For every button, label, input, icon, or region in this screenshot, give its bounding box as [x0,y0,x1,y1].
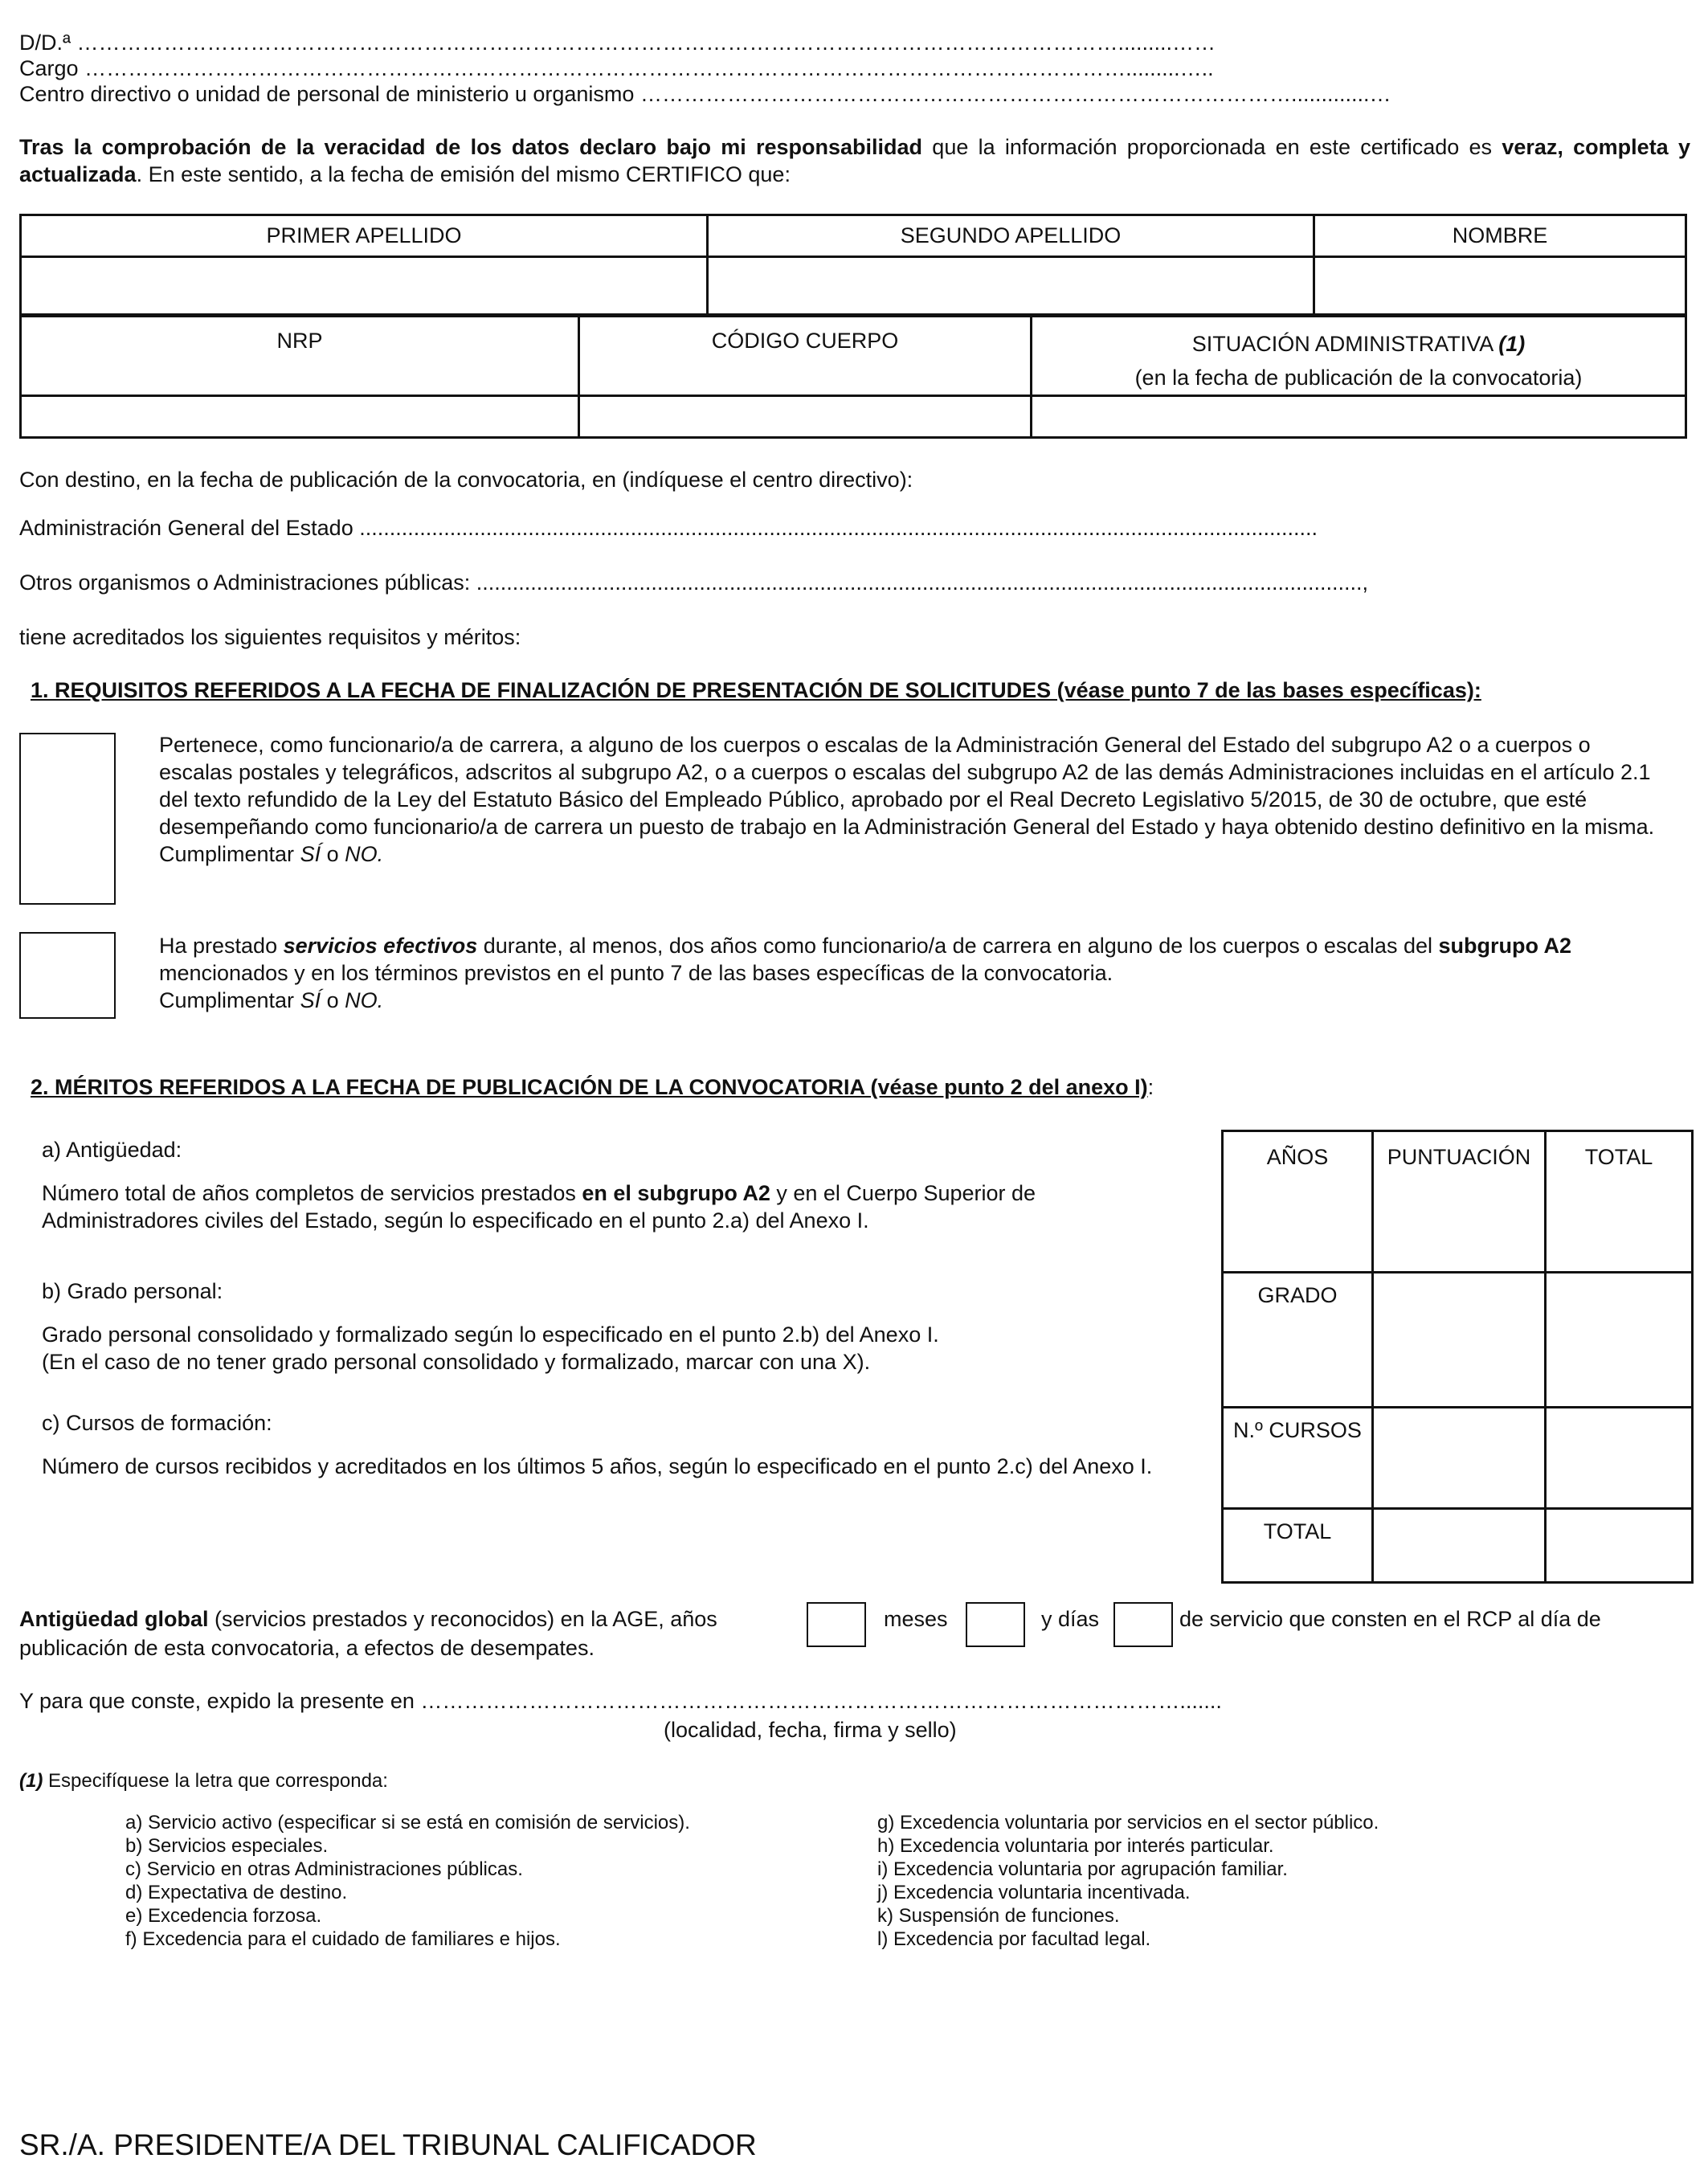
nombre-header: NOMBRE [1314,215,1686,257]
req1-cumplimentar: Cumplimentar [159,842,300,866]
antiguedad-global-line [19,1605,1690,1637]
footnote-item: j) Excedencia voluntaria incentivada. [877,1882,1191,1903]
footnote-item: a) Servicio activo (especificar si se está en comisión de servicios). [125,1812,690,1834]
grado-text-2: (En el caso de no tener grado personal consolidado y formalizado, marcar con una X). [42,1350,871,1374]
anos-header: AÑOS [1223,1131,1373,1273]
acreditados-line: tiene acreditados los siguientes requisitos y méritos: [19,625,521,649]
expide-caption: (localidad, fecha, firma y sello) [664,1718,957,1742]
otros-line [19,569,1368,596]
dias-label: y días [1041,1607,1100,1631]
footnote-left-list [125,1811,690,1951]
age-line [19,514,1318,542]
centro-field[interactable]: ……………………………………………………………………………….............… [639,82,1391,106]
footnote-ref: (1) [19,1770,43,1792]
nrp-header: NRP [21,317,579,396]
cursos-text: Número de cursos recibidos y acreditados en los últimos 5 años, según lo especificado en el punto 2.c) del Anexo I. [42,1454,1153,1478]
total-total-cell[interactable] [1546,1509,1693,1583]
merits-table [1221,1130,1694,1584]
req2-text-a: Ha prestado [159,934,284,958]
primer-apellido-header: PRIMER APELLIDO [21,215,708,257]
cargo-field[interactable]: ……………………………………………………………………………………………………………………………….........….. [84,56,1214,80]
antiguedad-global-text2: de servicio que consten en el RCP al día de [1179,1607,1601,1631]
expide-text: Y para que conste, expido la presente en [19,1689,415,1713]
req1-no: NO. [345,842,384,866]
section2-heading-colon: : [1147,1075,1154,1099]
req2-cumplimentar: Cumplimentar [159,988,300,1012]
cursos-puntuacion-cell[interactable] [1373,1408,1546,1509]
anos-input-box[interactable] [807,1602,866,1647]
footnote-right-list [877,1811,1379,1951]
footnote-item: d) Expectativa de destino. [125,1882,348,1903]
antiguedad-global-text3: publicación de esta convocatoria, a efectos de desempates. [19,1636,595,1660]
footnote-item: c) Servicio en otras Administraciones públicas. [125,1858,523,1880]
segundo-apellido-header: SEGUNDO APELLIDO [708,215,1314,257]
req2-si: SÍ [300,988,321,1012]
grado-row-label: GRADO [1223,1273,1373,1408]
antiguedad-bold: en el subgrupo A2 [582,1181,770,1205]
req1-text-block [159,731,1669,868]
footnote-intro-text: Especifíquese la letra que corresponda: [43,1770,388,1792]
footnote-item: e) Excedencia forzosa. [125,1905,322,1927]
meses-label: meses [884,1607,948,1631]
intro-text-2: . En este sentido, a la fecha de emisión del mismo CERTIFICO que: [136,162,791,186]
total-col-header: TOTAL [1546,1131,1693,1273]
footnote-item: b) Servicios especiales. [125,1835,329,1857]
req2-text-c: durante, al menos, dos años como funcionario/a de carrera en alguno de los cuerpos o escalas del [477,934,1439,958]
grado-total-cell[interactable] [1546,1273,1693,1408]
req1-text: Pertenece, como funcionario/a de carrera, a alguno de los cuerpos o escalas de la Administración General del Estado del subgrupo A2 o a cuerpos o escalas postales y telegráficos, adscritos al subgrupo A2, o a cuerpos o escalas del subgrupo A2 de las demás Administraciones incluidas en el artículo 2.1 del texto refundido de la Ley del Estatuto Básico del Empleado Público, aprobado por el Real Decreto Legislativo 5/2015, de 30 de octubre, que esté desempeñando como funcionario/a de carrera un puesto de trabajo en la Administración General del Estado y haya obtenido destino definitivo en la misma. [159,733,1655,839]
footnote-item: h) Excedencia voluntaria por interés particular. [877,1835,1274,1857]
footnote-item: k) Suspensión de funciones. [877,1905,1120,1927]
identity-table-top [19,214,1687,316]
antiguedad-title: a) Antigüedad: [42,1138,182,1162]
dd-line [19,29,1216,56]
section2-heading-line [31,1073,1154,1101]
primer-apellido-cell[interactable] [21,257,708,315]
req2-o: o [321,988,345,1012]
intro-paragraph [19,133,1690,188]
cargo-label: Cargo [19,56,79,80]
req2-text-d: subgrupo A2 [1438,934,1571,958]
cursos-row-label: N.º CURSOS [1223,1408,1373,1509]
identity-table-bottom [19,315,1687,439]
codigo-cuerpo-header: CÓDIGO CUERPO [579,317,1032,396]
codigo-cuerpo-cell[interactable] [579,396,1032,438]
section2-heading: 2. MÉRITOS REFERIDOS A LA FECHA DE PUBLICACIÓN DE LA CONVOCATORIA (véase punto 2 del anexo I) [31,1075,1148,1099]
antiguedad-global-text [19,1605,717,1633]
intro-bold-1: Tras la comprobación de la veracidad de los datos declaro bajo mi responsabilidad [19,135,923,159]
antiguedad-global-bold: Antigüedad global [19,1607,209,1631]
req2-text-b: servicios efectivos [283,934,478,958]
total-puntuacion-cell[interactable] [1373,1509,1546,1583]
cargo-line [19,55,1214,82]
situacion-ref: (1) [1498,332,1526,356]
otros-label: Otros organismos o Administraciones públicas: [19,570,471,595]
addressee: SR./A. PRESIDENTE/A DEL TRIBUNAL CALIFICADOR [19,2128,757,2161]
footnote-item: l) Excedencia por facultad legal. [877,1928,1151,1950]
nombre-cell[interactable] [1314,257,1686,315]
situacion-header [1032,317,1686,396]
grado-puntuacion-cell[interactable] [1373,1273,1546,1408]
footnote-item: g) Excedencia voluntaria por servicios en el sector público. [877,1812,1379,1834]
situacion-cell[interactable] [1032,396,1686,438]
grado-text-1: Grado personal consolidado y formalizado según lo especificado en el punto 2.b) del Anexo I. [42,1323,939,1347]
situacion-label: SITUACIÓN ADMINISTRATIVA [1191,332,1499,356]
cursos-title: c) Cursos de formación: [42,1411,272,1435]
req1-checkbox[interactable] [19,733,116,905]
dd-field[interactable]: ……………………………………………………………………………………………………………………………….........…… [76,31,1216,55]
intro-bold-2: veraz, completa y actualizada [19,135,1690,186]
antiguedad-text-1: Número total de años completos de servicios prestados [42,1181,582,1205]
req2-text-block [159,932,1669,1014]
section1-heading: 1. REQUISITOS REFERIDOS A LA FECHA DE FINALIZACIÓN DE PRESENTACIÓN DE SOLICITUDES (véase punto 7 de las bases específicas): [31,678,1481,702]
dias-input-box[interactable] [1113,1602,1173,1647]
req2-text-e: mencionados y en los términos previstos en el punto 7 de las bases específicas de la convocatoria. [159,961,1113,985]
cursos-total-cell[interactable] [1546,1408,1693,1509]
total-row-label: TOTAL [1223,1509,1373,1583]
centro-line [19,80,1391,108]
dd-label: D/D.ª [19,31,71,55]
situacion-sub: (en la fecha de publicación de la convocatoria) [1134,366,1583,390]
footnote-intro [19,1769,388,1793]
req1-o: o [321,842,345,866]
req1-si: SÍ [300,842,321,866]
expide-field[interactable]: ……………………………………………………………………………………………....... [420,1689,1222,1713]
nrp-cell[interactable] [21,396,579,438]
destino-line: Con destino, en la fecha de publicación de la convocatoria, en (indíquese el centro directivo): [19,468,913,492]
antiguedad-global-text1: (servicios prestados y reconocidos) en la AGE, años [208,1607,717,1631]
antiguedad-text [42,1179,1183,1234]
segundo-apellido-cell[interactable] [708,257,1314,315]
antiguedad-text-2: y en el Cuerpo Superior de Administradores civiles del Estado, según lo especificado en el punto 2.a) del Anexo I. [42,1181,1036,1233]
age-field[interactable]: ............................................................................................................................................................... [359,516,1318,540]
grado-title: b) Grado personal: [42,1279,223,1303]
intro-text-1: que la información proporcionada en este certificado es [922,135,1502,159]
expide-line [19,1687,1222,1715]
puntuacion-header: PUNTUACIÓN [1373,1131,1546,1273]
centro-label: Centro directivo o unidad de personal de ministerio u organismo [19,82,635,106]
age-label: Administración General del Estado [19,516,353,540]
meses-input-box[interactable] [966,1602,1025,1647]
footnote-item: i) Excedencia voluntaria por agrupación familiar. [877,1858,1288,1880]
otros-field[interactable]: ..................................................................................................................................................., [476,570,1368,595]
req2-checkbox[interactable] [19,932,116,1019]
footnote-item: f) Excedencia para el cuidado de familiares e hijos. [125,1928,561,1950]
req2-no: NO. [345,988,384,1012]
